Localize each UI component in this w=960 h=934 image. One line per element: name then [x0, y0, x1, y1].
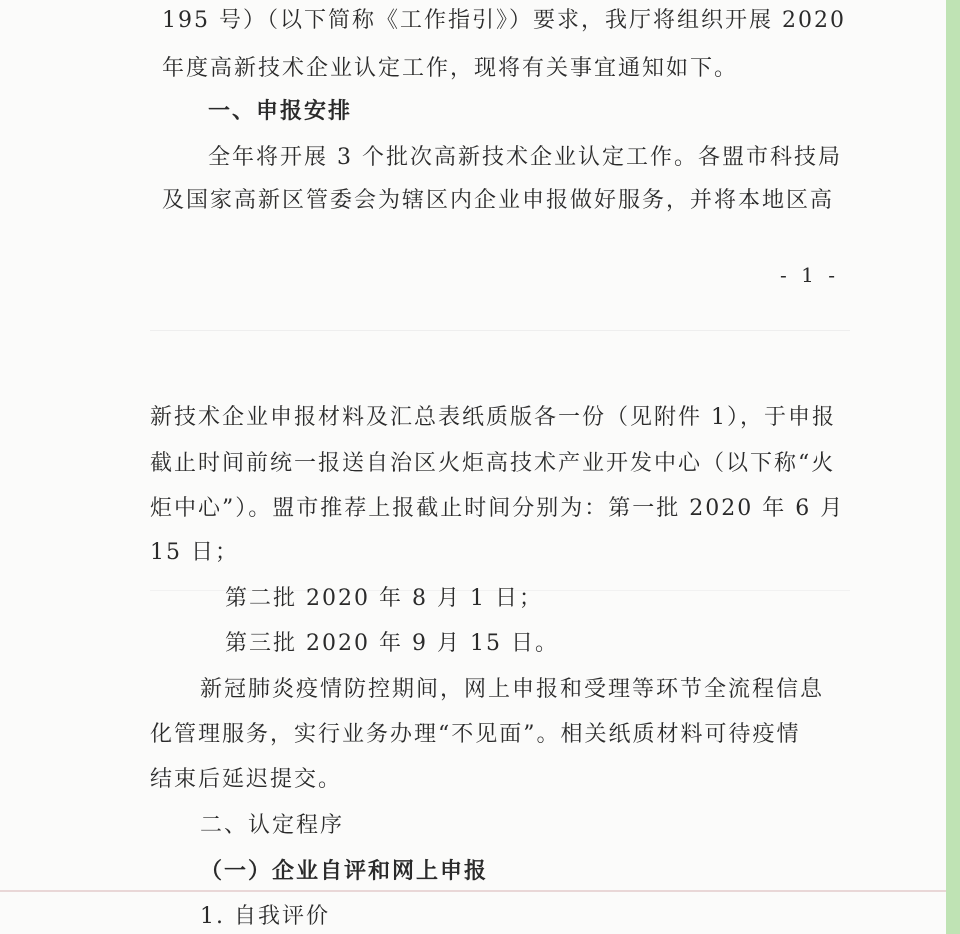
- bottom-rule: [0, 890, 946, 892]
- text-line: 及国家高新区管委会为辖区内企业申报做好服务，并将本地区高: [162, 188, 835, 213]
- page-number: - 1 -: [780, 263, 839, 287]
- page-divider: [150, 330, 850, 331]
- text-line: 结束后延迟提交。: [150, 767, 343, 792]
- page-edge: [946, 0, 960, 934]
- text-line: 炬中心”）。盟市推荐上报截止时间分别为：第一批 2020 年 6 月: [150, 496, 845, 521]
- subsection-heading: （一）企业自评和网上申报: [200, 858, 489, 884]
- text-line: 化管理服务，实行业务办理“不见面”。相关纸质材料可待疫情: [150, 722, 801, 747]
- text-line: 截止时间前统一报送自治区火炬高技术产业开发中心（以下称“火: [150, 451, 836, 476]
- item-heading: 1. 自我评价: [200, 904, 330, 929]
- text-line: 新技术企业申报材料及汇总表纸质版各一份（见附件 1），于申报: [150, 405, 836, 430]
- text-line: 新冠肺炎疫情防控期间，网上申报和受理等环节全流程信息: [200, 677, 825, 702]
- text-line: 全年将开展 3 个批次高新技术企业认定工作。各盟市科技局: [208, 145, 842, 170]
- section-heading: 二、认定程序: [200, 813, 345, 838]
- text-line: 15 日；: [150, 540, 239, 565]
- section-heading: 一、申报安排: [208, 98, 353, 124]
- text-line: 年度高新技术企业认定工作，现将有关事宜通知如下。: [162, 56, 739, 81]
- text-line: 第三批 2020 年 9 月 15 日。: [225, 631, 559, 656]
- text-line: 第二批 2020 年 8 月 1 日；: [225, 586, 543, 611]
- text-line: 195 号）（以下简称《工作指引》）要求，我厅将组织开展 2020: [162, 8, 846, 33]
